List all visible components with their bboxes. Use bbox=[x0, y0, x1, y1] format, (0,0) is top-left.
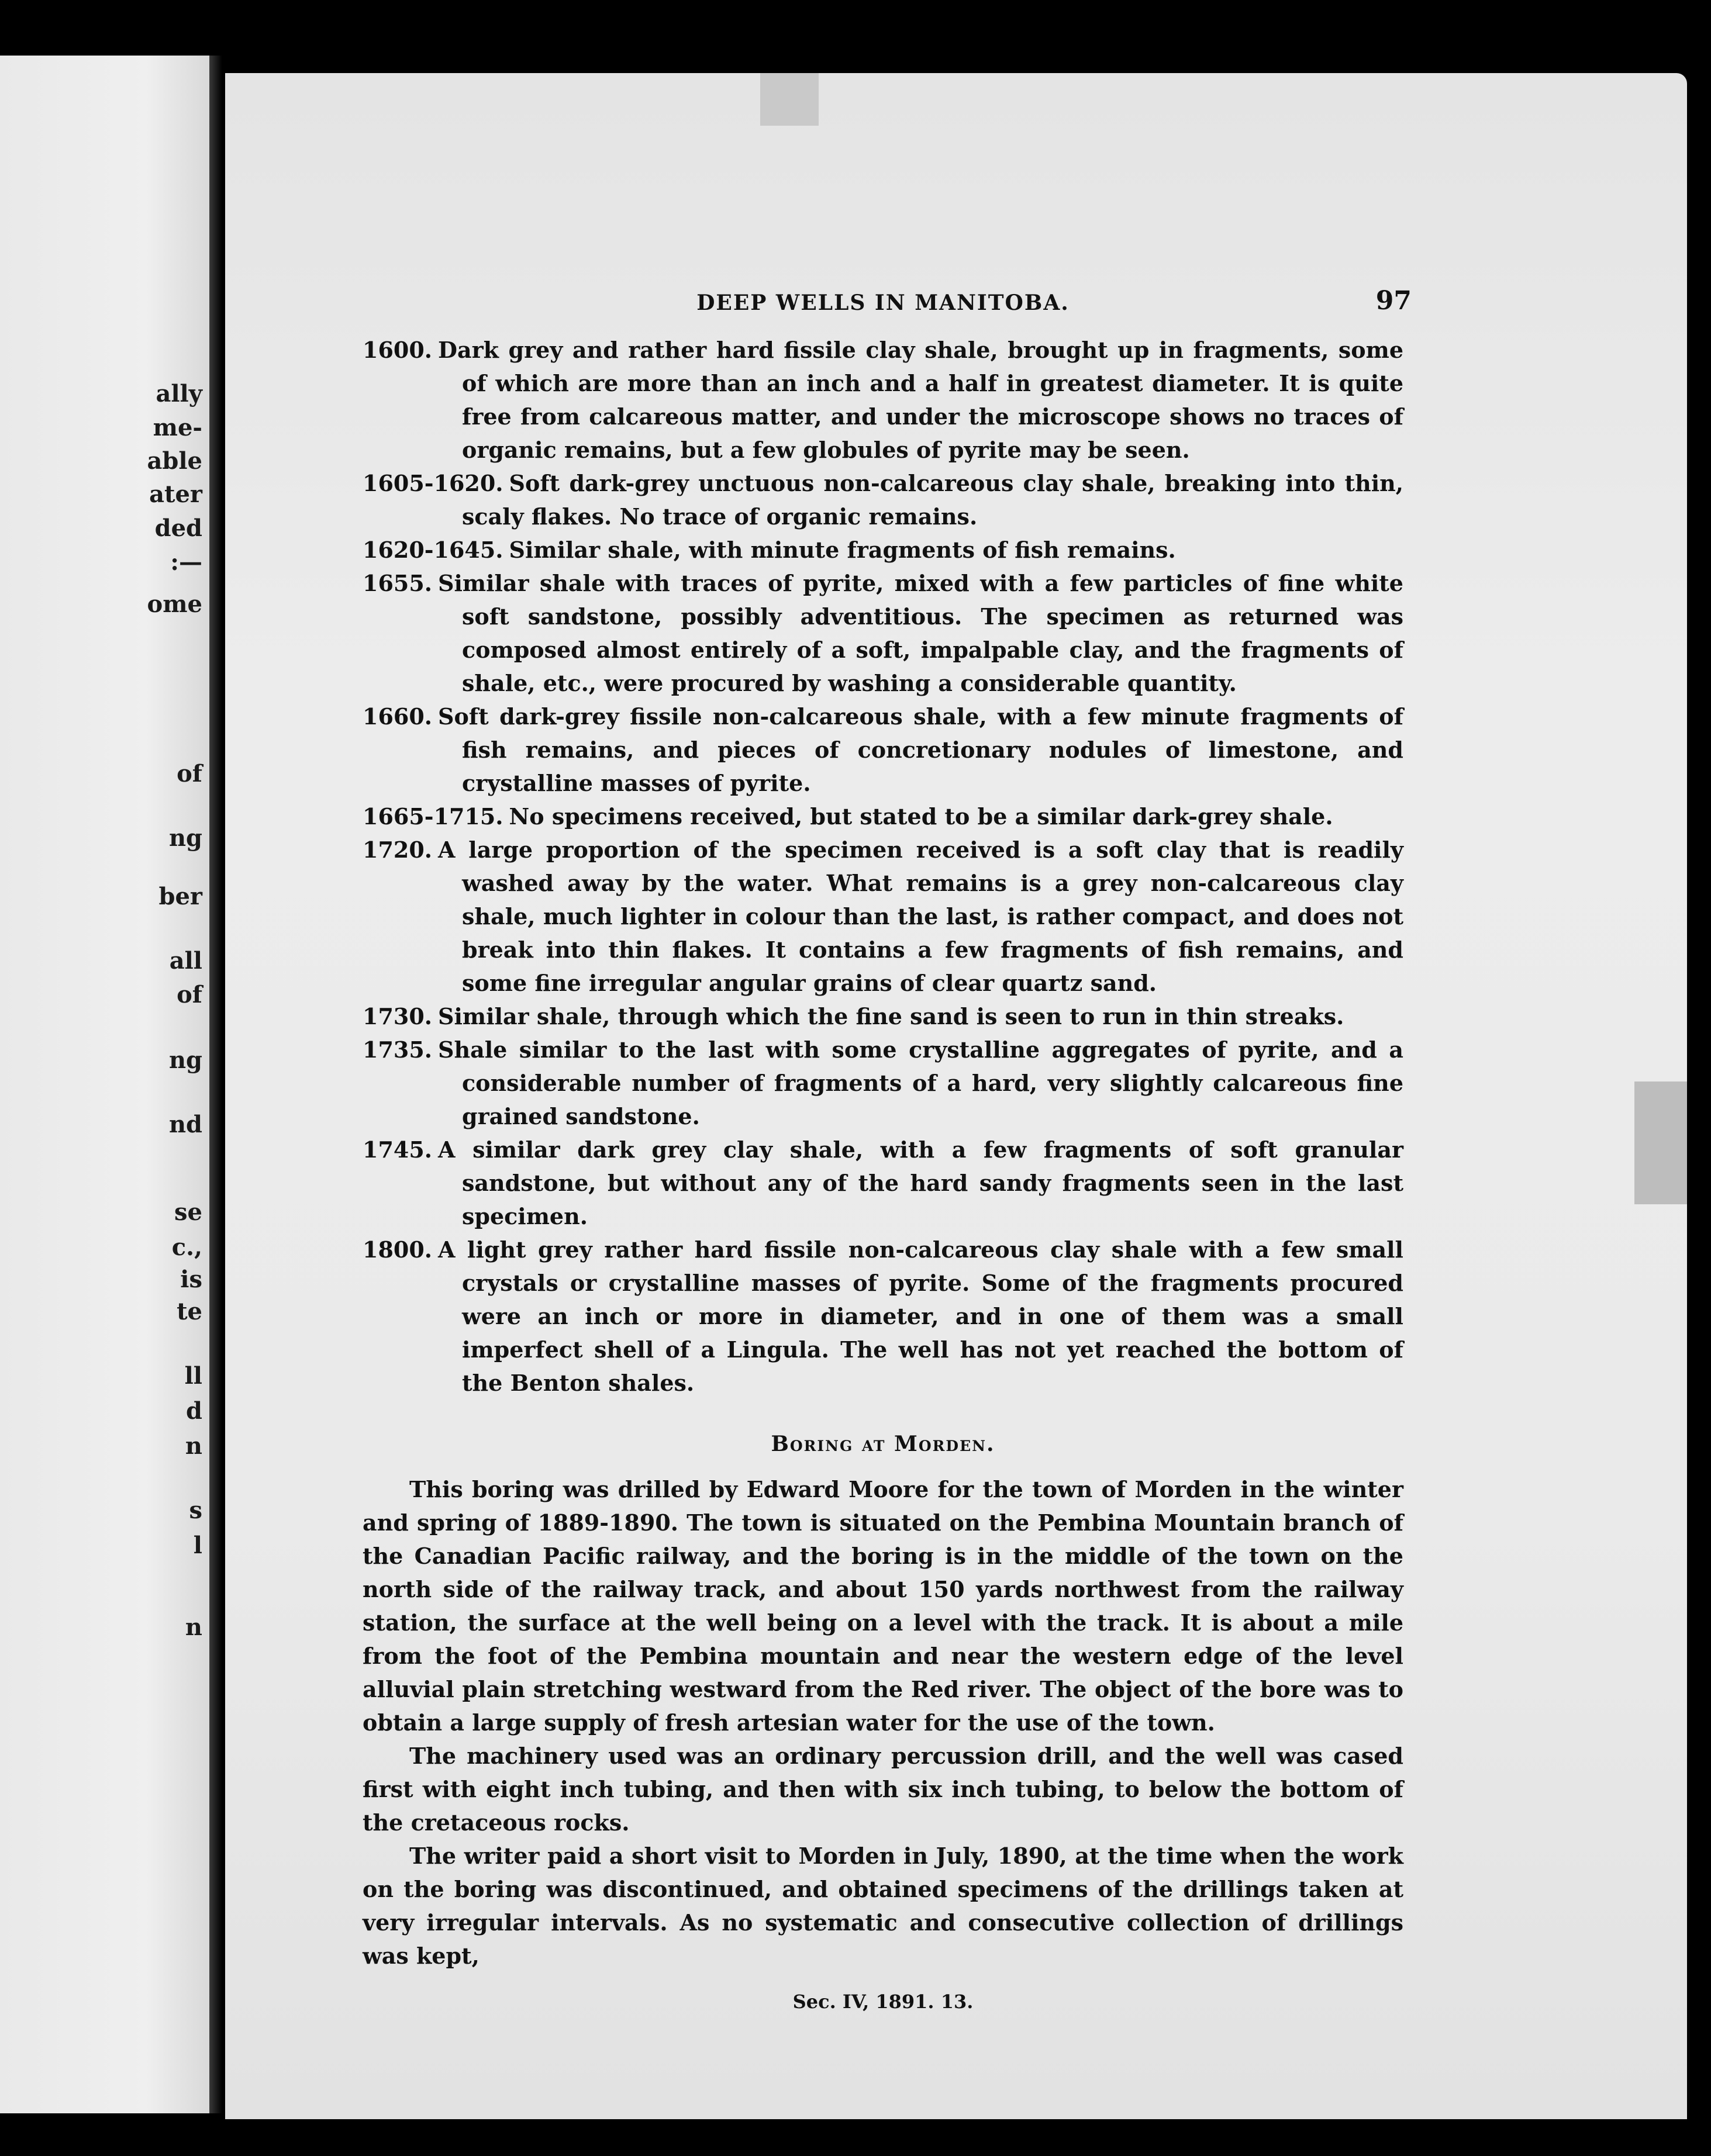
depth-label: 1660. bbox=[363, 703, 432, 730]
entry-text: Similar shale with traces of pyrite, mixed with a few particles of fine white soft sandstone, possibly adventitious. The specimen as returned was composed almost entirely of a soft, impalpable clay, and the fragments of shale, etc., were procured by washing a considerable quantity. bbox=[438, 570, 1403, 696]
margin-fragment: c., bbox=[171, 1234, 202, 1261]
right-edge-tab bbox=[1634, 1082, 1687, 1204]
depth-entry bbox=[363, 1233, 1403, 1400]
depth-entry bbox=[363, 1133, 1403, 1233]
margin-fragment: se bbox=[174, 1198, 202, 1226]
margin-fragment: ng bbox=[168, 1046, 202, 1074]
margin-fragment: me- bbox=[153, 414, 202, 441]
body-paragraph: The writer paid a short visit to Morden in July, 1890, at the time when the work on the boring was discontinued, and obtained specimens of the drillings taken at very irregular intervals. As no systematic and consecutive collection of drillings was kept, bbox=[363, 1843, 1403, 1969]
running-head-title: DEEP WELLS IN MANITOBA. bbox=[696, 291, 1070, 315]
margin-fragment: n bbox=[185, 1613, 202, 1641]
depth-entry bbox=[363, 533, 1403, 566]
margin-fragment: of bbox=[177, 760, 202, 787]
margin-fragment: l bbox=[193, 1532, 202, 1559]
left-page-edge bbox=[0, 56, 209, 2113]
entry-text: Similar shale, through which the fine sand is seen to run in thin streaks. bbox=[438, 1003, 1344, 1029]
entry-text: A similar dark grey clay shale, with a few fragments of soft granular sandstone, but without any of the hard sandy fragments seen in the last specimen. bbox=[438, 1136, 1403, 1229]
entry-text: Similar shale, with minute fragments of fish remains. bbox=[509, 537, 1176, 563]
depth-entry bbox=[363, 1000, 1403, 1033]
entry-text: A large proportion of the specimen received is a soft clay that is readily washed away by the water. What remains is a grey non-calcareous clay shale, much lighter in colour than the last, is rather compact, and does not break into thin flakes. It contains a few fragments of fish remains, and some fine irregular angular grains of clear quartz sand. bbox=[438, 837, 1403, 996]
body-paragraph: This boring was drilled by Edward Moore for the town of Morden in the winter and spring of 1889-1890. The town is situated on the Pembina Mountain branch of the Canadian Pacific railway, and the boring is in the middle of the town on the north side of the railway track, and about 150 yards northwest from the railway station, the surface at the well being on a level with the track. It is about a mile from the foot of the Pembina mountain and near the western edge of the level alluvial plain stretching westward from the Red river. The object of the bore was to obtain a large supply of fresh artesian water for the use of the town. bbox=[363, 1476, 1403, 1736]
depth-label: 1720. bbox=[363, 837, 432, 863]
depth-label: 1735. bbox=[363, 1036, 432, 1063]
margin-fragment: nd bbox=[168, 1111, 202, 1138]
page-content bbox=[363, 286, 1412, 2019]
margin-fragment: of bbox=[177, 981, 202, 1008]
depth-label: 1655. bbox=[363, 570, 432, 596]
depth-entry bbox=[363, 566, 1403, 700]
page-number: 97 bbox=[1375, 286, 1412, 316]
depth-entry bbox=[363, 467, 1403, 533]
margin-fragment: s bbox=[189, 1497, 202, 1524]
depth-entry bbox=[363, 833, 1403, 1000]
depth-label: 1730. bbox=[363, 1003, 432, 1029]
entry-text: Shale similar to the last with some crystalline aggregates of pyrite, and a considerable number of fragments of a hard, very slightly calcareous fine grained sandstone. bbox=[438, 1036, 1403, 1129]
depth-label: 1665-1715. bbox=[363, 803, 503, 830]
depth-entries bbox=[363, 333, 1403, 1400]
margin-fragment: all bbox=[169, 947, 202, 975]
margin-fragment: ally bbox=[156, 380, 202, 407]
margin-fragment: ater bbox=[149, 481, 202, 508]
depth-label: 1620-1645. bbox=[363, 537, 503, 563]
depth-label: 1600. bbox=[363, 337, 432, 363]
signature-line: Sec. IV, 1891. 13. bbox=[792, 1991, 974, 2013]
entry-text: No specimens received, but stated to be a similar dark-grey shale. bbox=[509, 803, 1333, 830]
depth-label: 1605-1620. bbox=[363, 470, 503, 496]
depth-label: 1800. bbox=[363, 1236, 432, 1263]
margin-fragment: d bbox=[186, 1397, 202, 1425]
depth-entry bbox=[363, 700, 1403, 800]
margin-fragment: ll bbox=[184, 1362, 202, 1390]
entry-text: Dark grey and rather hard fissile clay shale, brought up in fragments, some of which are more than an inch and a half in greatest diameter. It is quite free from calcareous matter, and under the microscope shows no traces of organic remains, but a few globules of pyrite may be seen. bbox=[438, 337, 1403, 463]
entry-text: Soft dark-grey fissile non-calcareous shale, with a few minute fragments of fish remains, and pieces of concretionary nodules of limestone, and crystalline masses of pyrite. bbox=[438, 703, 1403, 796]
depth-entry bbox=[363, 1033, 1403, 1133]
section-heading: Boring at Morden. bbox=[771, 1432, 995, 1456]
margin-fragment: ded bbox=[154, 514, 202, 542]
running-head bbox=[363, 286, 1412, 327]
margin-fragment: :— bbox=[170, 548, 202, 576]
gutter-shadow bbox=[209, 56, 222, 2113]
page-tab-mark bbox=[760, 73, 819, 126]
margin-fragment: ber bbox=[158, 883, 202, 910]
margin-fragment: able bbox=[147, 447, 202, 475]
entry-text: Soft dark-grey unctuous non-calcareous clay shale, breaking into thin, scaly flakes. No trace of organic remains. bbox=[462, 470, 1403, 530]
body-paragraphs bbox=[363, 1473, 1403, 1972]
margin-fragment: ng bbox=[168, 824, 202, 852]
depth-entry bbox=[363, 800, 1403, 833]
margin-fragment: is bbox=[180, 1266, 202, 1293]
depth-label: 1745. bbox=[363, 1136, 432, 1163]
body-paragraph: The machinery used was an ordinary percussion drill, and the well was cased first with eight inch tubing, and then with six inch tubing, to below the bottom of the cretaceous rocks. bbox=[363, 1743, 1403, 1836]
depth-entry bbox=[363, 333, 1403, 467]
margin-fragment: ome bbox=[147, 590, 202, 618]
entry-text: A light grey rather hard fissile non-calcareous clay shale with a few small crystals or crystalline masses of pyrite. Some of the fragments procured were an inch or more in diameter, and in one of them was a small imperfect shell of a Lingula. The well has not yet reached the bottom of the Benton shales. bbox=[438, 1236, 1403, 1396]
margin-fragment: te bbox=[177, 1298, 202, 1325]
margin-fragment: n bbox=[185, 1432, 202, 1460]
